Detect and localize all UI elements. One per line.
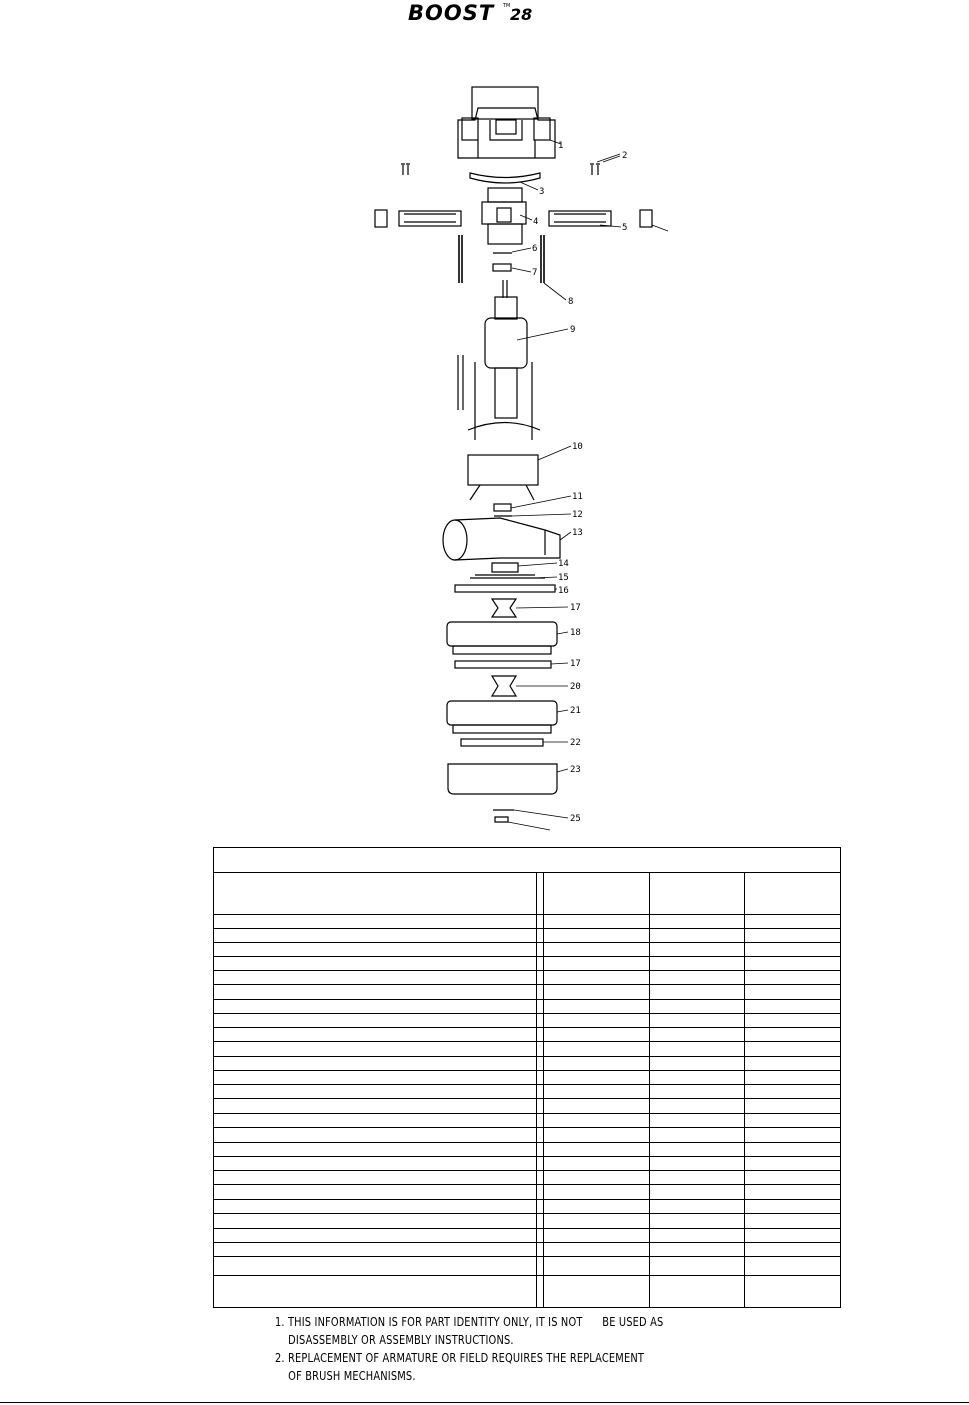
callout-21: 22	[570, 738, 581, 748]
table-row-line	[214, 928, 840, 929]
table-row-line	[214, 1027, 840, 1028]
table-row-line	[214, 1056, 840, 1057]
callout-20: 21	[570, 706, 581, 716]
part-3-spring	[470, 173, 540, 183]
part-14-fan	[475, 563, 535, 575]
part-17-hub	[492, 599, 516, 617]
callout-17b: 20	[570, 682, 581, 692]
table-row-line	[214, 1242, 840, 1243]
part-11-clip	[494, 504, 511, 511]
callout-17: 17	[570, 603, 581, 613]
part-25-cap-right	[640, 210, 652, 227]
note-line: OF BRUSH MECHANISMS.	[275, 1369, 416, 1383]
table-row-line	[214, 1041, 840, 1042]
part-25-cap-left	[375, 210, 387, 227]
part-21-plate	[461, 739, 543, 746]
table-row-line	[214, 1170, 840, 1171]
table-row-line	[214, 1070, 840, 1071]
table-row-line	[214, 1142, 840, 1143]
table-row-line	[214, 1098, 840, 1099]
table-row-line	[214, 1228, 840, 1229]
part-17-hub-2	[492, 676, 516, 696]
part-4-brush-holder	[482, 188, 526, 244]
part-1-top-bracket	[458, 87, 555, 158]
table-row-line	[214, 1184, 840, 1185]
table-row-line	[214, 999, 840, 1000]
callout-23: 25	[570, 814, 581, 824]
part-2-screws	[401, 164, 600, 175]
table-row-line	[214, 1084, 840, 1085]
part-18-fan	[447, 622, 557, 654]
callout-19: 17	[570, 659, 581, 669]
logo-brand: BOOST	[408, 1, 495, 24]
part-16-plate	[455, 585, 555, 592]
notes	[275, 1313, 663, 1385]
parts-table	[213, 847, 841, 1308]
note-line: DISASSEMBLY OR ASSEMBLY INSTRUCTIONS.	[275, 1333, 514, 1347]
logo-tm: TM	[503, 3, 511, 9]
table-row-line	[214, 984, 840, 985]
callout-6: 6	[532, 244, 538, 254]
part-23-hardware	[493, 810, 514, 822]
part-20-fan	[447, 701, 557, 733]
callout-9: 9	[570, 325, 576, 335]
table-row-line	[214, 956, 840, 957]
table-row-line	[214, 1275, 840, 1276]
callout-10: 10	[572, 442, 583, 452]
callout-18: 18	[570, 628, 581, 638]
table-row-line	[214, 942, 840, 943]
table-row-line	[214, 1256, 840, 1257]
callout-13: 13	[572, 528, 583, 538]
table-row-line	[214, 1013, 840, 1014]
callout-11: 11	[572, 492, 583, 502]
part-7-spacer	[493, 264, 511, 271]
callout-12: 12	[572, 510, 583, 520]
callout-15: 15	[558, 573, 569, 583]
table-row-line	[214, 1113, 840, 1114]
table-title-row	[214, 848, 840, 873]
part-13-housing	[443, 518, 560, 560]
table-row-line	[214, 970, 840, 971]
callout-5: 5	[622, 223, 628, 233]
part-19-plate	[455, 661, 551, 668]
callout-16: 16	[558, 586, 569, 596]
callout-22: 23	[570, 765, 581, 775]
table-row-line	[214, 914, 840, 915]
table-row-line	[214, 1213, 840, 1214]
part-10-field	[458, 355, 540, 500]
callout-4: 4	[533, 217, 539, 227]
part-22-cover	[448, 764, 557, 794]
callout-8: 8	[568, 297, 574, 307]
callout-14: 14	[558, 559, 569, 569]
callout-1: 1	[558, 141, 564, 151]
table-row-line	[214, 1199, 840, 1200]
note-line: 2. REPLACEMENT OF ARMATURE OR FIELD REQUIRES THE REPLACEMENT	[275, 1351, 645, 1365]
table-row-line	[214, 1156, 840, 1157]
logo-model: 28	[510, 5, 533, 24]
callout-7: 7	[532, 268, 538, 278]
callout-2: 2	[622, 151, 628, 161]
table-row-line	[214, 1127, 840, 1128]
note-line: 1. THIS INFORMATION IS FOR PART IDENTITY ONLY, IT IS NOT BE USED AS	[275, 1315, 664, 1329]
part-9-armature	[485, 280, 527, 418]
callout-3: 3	[539, 187, 545, 197]
bottom-rule	[0, 1402, 969, 1403]
